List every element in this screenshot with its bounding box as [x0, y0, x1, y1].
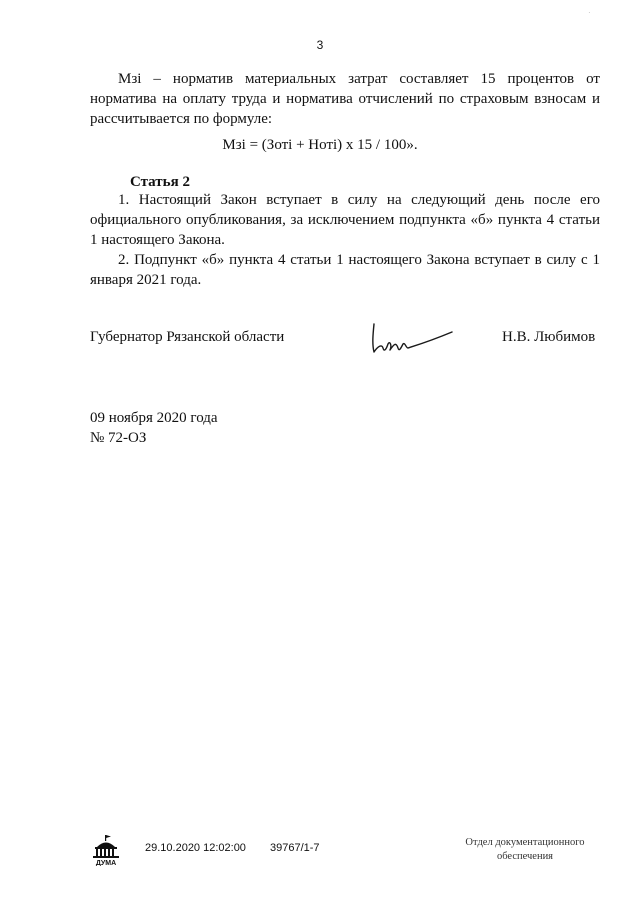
article-title: Статья 2: [130, 174, 190, 190]
law-date: 09 ноября 2020 года: [90, 410, 218, 426]
footer-registration-number: 39767/1-7: [270, 842, 320, 854]
corner-mark: ·: [588, 8, 591, 17]
page-number: 3: [316, 38, 324, 52]
duma-logo-icon: [89, 834, 123, 871]
stamp-line-1: Отдел документационного: [465, 837, 585, 848]
intro-paragraph-block: [90, 69, 600, 129]
handwritten-signature: [368, 318, 458, 363]
law-number: № 72-ОЗ: [90, 430, 147, 446]
footer-timestamp: 29.10.2020 12:02:00: [145, 842, 246, 854]
formula: Мзi = (Зотi + Нотi) х 15 / 100».: [222, 137, 418, 153]
signer-position: Губернатор Рязанской области: [90, 329, 285, 345]
article-body: [90, 190, 600, 290]
intro-paragraph: Мзi – норматив материальных затрат составляет 15 процентов от норматива на оплату труда и норматива отчислений по страховым взносам и рассчитывается по формуле:: [90, 71, 600, 127]
svg-text:ДУМА: ДУМА: [95, 860, 117, 866]
department-stamp: [445, 836, 605, 864]
stamp-line-2: обеспечения: [496, 851, 554, 862]
signer-name: Н.В. Любимов: [502, 329, 596, 345]
article-item-1: 1. Настоящий Закон вступает в силу на следующий день после его официального опубликования, за исключением подпункта «б» пункта 4 статьи 1 настоящего Закона.: [90, 192, 600, 248]
article-item-2: 2. Подпункт «б» пункта 4 статьи 1 настоящего Закона вступает в силу с 1 января 2021 года.: [90, 252, 600, 288]
